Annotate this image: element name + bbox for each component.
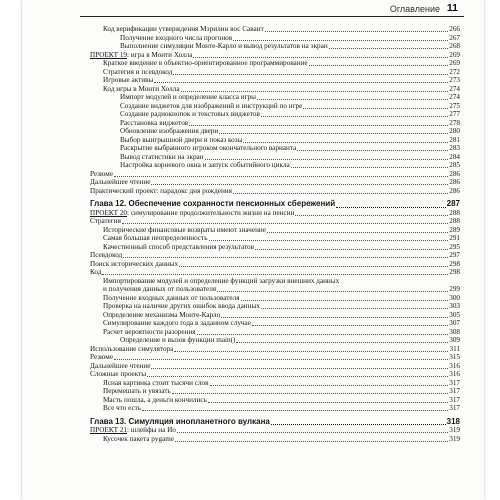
toc-entry-title xyxy=(90,426,176,435)
toc-entry xyxy=(90,268,460,277)
toc-leader-dots xyxy=(233,193,448,194)
toc-project-label: ПРОЕКТ 19 xyxy=(90,50,128,59)
toc-entry-title xyxy=(103,328,196,337)
toc-entry-text: и получения данных от пользователя xyxy=(103,285,217,293)
toc-page-number: 298 xyxy=(449,268,460,276)
toc-entry xyxy=(90,294,460,303)
toc-entry-text: Глава 13. Симуляция инопланетного вулкана xyxy=(90,416,270,426)
toc-entry-title xyxy=(103,226,266,235)
toc-chapter-entry xyxy=(90,418,460,427)
toc-entry xyxy=(90,110,460,119)
toc-entry-text: Все что есть xyxy=(103,404,142,412)
toc-leader-dots xyxy=(271,424,446,425)
toc-page-number: 286 xyxy=(449,178,460,186)
toc-entry-text: Получение входных данных от пользователя xyxy=(103,293,240,302)
toc-entry-title xyxy=(90,345,173,354)
toc-page-number: 288 xyxy=(449,217,460,225)
toc-page-number: 295 xyxy=(449,242,460,251)
toc-leader-dots xyxy=(175,441,448,442)
toc-leader-dots xyxy=(255,249,448,250)
toc-page-number: 286 xyxy=(449,169,460,178)
toc-page-number: 269 xyxy=(449,50,460,59)
toc-entry-text: Проверка на наличие других ошибок ввода данных xyxy=(103,302,260,310)
toc-entry-text: Самая большая неопределенность xyxy=(103,234,208,242)
toc-page-number: 277 xyxy=(449,110,460,118)
toc-entry-text: Дальнейшее чтение xyxy=(90,178,151,186)
toc-entry-title xyxy=(90,209,294,218)
toc-entry-title xyxy=(120,136,242,145)
toc-entry xyxy=(90,379,460,388)
toc-leader-dots xyxy=(172,393,448,394)
toc-leader-dots xyxy=(291,167,448,168)
toc-page-number: 319 xyxy=(449,434,460,443)
toc-entry-text: Стратегия xyxy=(90,217,121,225)
toc-entry xyxy=(90,387,460,396)
page-header xyxy=(22,0,484,22)
toc-entry-title xyxy=(103,435,174,444)
toc-entry-title xyxy=(90,217,121,226)
running-header-title: Оглавление xyxy=(389,4,440,14)
toc-entry xyxy=(90,285,460,294)
toc-page-number: 318 xyxy=(446,416,460,426)
toc-page-number: 274 xyxy=(449,84,460,93)
toc-entry xyxy=(90,93,460,102)
toc-page-number: 316 xyxy=(449,370,460,378)
toc-leader-dots xyxy=(261,308,448,309)
toc-entry xyxy=(90,328,460,337)
toc-page-number: 266 xyxy=(449,25,460,33)
toc-page-number: 317 xyxy=(449,395,460,404)
toc-entry-text: Игровые активы xyxy=(103,76,154,84)
toc-entry-text: Симулирование каждого года в заданном случае xyxy=(103,319,251,327)
toc-entry-title xyxy=(90,370,146,379)
toc-page-number: 280 xyxy=(449,127,460,135)
toc-entry-title xyxy=(90,170,113,179)
toc-entry xyxy=(90,251,460,260)
toc-leader-dots xyxy=(179,266,448,267)
toc-entry-text: : шлейфы на Ио xyxy=(127,426,176,434)
toc-entry-title xyxy=(120,161,290,170)
toc-entry xyxy=(90,42,460,51)
toc-leader-dots xyxy=(257,99,448,100)
toc-entry-title xyxy=(90,353,113,362)
toc-entry-title xyxy=(120,127,218,136)
toc-entry xyxy=(90,68,460,77)
toc-leader-dots xyxy=(329,48,449,49)
toc-entry xyxy=(90,127,460,136)
toc-leader-dots xyxy=(267,232,448,233)
toc-leader-dots xyxy=(114,359,448,360)
toc-entry-title xyxy=(120,119,188,128)
toc-entry-text: Код xyxy=(90,268,102,276)
toc-entry-title xyxy=(90,251,122,260)
toc-leader-dots xyxy=(265,31,449,32)
toc-entry-text: Резюме xyxy=(90,169,114,178)
toc-entry-title xyxy=(103,85,180,94)
toc-entry xyxy=(90,435,460,444)
toc-page-number: 303 xyxy=(449,302,460,310)
toc-leader-dots xyxy=(252,325,448,326)
toc-page-number: 285 xyxy=(449,161,460,169)
toc-entry xyxy=(90,119,460,128)
toc-entry-title xyxy=(103,302,260,311)
toc-page-number: 268 xyxy=(449,42,460,50)
toc-entry-title xyxy=(103,277,339,286)
toc-entry-text: Вывод статистики на экран xyxy=(120,152,204,161)
toc-entry-text: Резюме xyxy=(90,353,114,361)
toc-entry xyxy=(90,102,460,111)
toc-page-number: 267 xyxy=(449,33,460,42)
toc-entry-title xyxy=(103,396,207,405)
toc-leader-dots xyxy=(233,40,448,41)
toc-entry-text: Исторические финансовые возвраты имеют значение xyxy=(103,225,266,234)
toc-entry xyxy=(90,217,460,226)
toc-page-number: 309 xyxy=(449,336,460,344)
toc-entry xyxy=(90,311,460,320)
toc-leader-dots xyxy=(173,74,448,75)
toc-leader-dots xyxy=(142,410,448,411)
toc-entry-title xyxy=(103,59,308,68)
toc-entry-title xyxy=(120,102,302,111)
toc-page-number: 287 xyxy=(446,199,460,208)
toc-leader-dots xyxy=(181,91,449,92)
toc-entry xyxy=(90,319,460,328)
toc-entry xyxy=(90,76,460,85)
toc-page-number: 315 xyxy=(449,353,460,361)
toc-entry xyxy=(90,209,460,218)
toc-entry-text: Практический проект: парадокс дня рождения xyxy=(90,186,232,195)
toc-entry-text: Масть пошла, а деньги кончились xyxy=(103,395,207,404)
toc-project-label: ПРОЕКТ 20 xyxy=(90,208,128,217)
toc-entry-text: Раскрытие выбранного игроком окончательного варианта xyxy=(120,144,297,152)
toc-entry-text: Перемешать и увязать xyxy=(103,387,171,395)
toc-page-number: 272 xyxy=(449,67,460,76)
toc-entry-text: Выбор выигрышной двери и показ козы xyxy=(120,135,243,144)
toc-page-number: 273 xyxy=(449,76,460,84)
toc-entry xyxy=(90,170,460,179)
header-rule xyxy=(80,16,464,17)
toc-leader-dots xyxy=(303,108,448,109)
toc-entry xyxy=(90,25,460,34)
toc-leader-dots xyxy=(336,207,446,208)
toc-leader-dots xyxy=(295,215,448,216)
toc-page-number: 286 xyxy=(449,186,460,195)
toc-page-number: 319 xyxy=(449,426,460,434)
toc-leader-dots xyxy=(210,385,449,386)
toc-entry-text: Кусочек пакета pygame xyxy=(103,434,175,443)
toc-entry-text: : симулирование продолжительности жизни на пенсии xyxy=(127,208,295,217)
toc-leader-dots xyxy=(243,142,448,143)
toc-entry-text: Обновление изображения двери xyxy=(120,127,219,135)
toc-page-number: 317 xyxy=(449,387,460,395)
toc-leader-dots xyxy=(208,402,448,403)
toc-page-number: 317 xyxy=(449,378,460,387)
toc-entry-title xyxy=(103,243,254,252)
toc-leader-dots xyxy=(114,176,448,177)
toc-page-number: 281 xyxy=(449,135,460,144)
toc-leader-dots xyxy=(221,317,448,318)
toc-entry xyxy=(90,34,460,43)
toc-entry-title xyxy=(103,387,171,396)
toc-leader-dots xyxy=(147,376,448,377)
toc-entry xyxy=(90,59,460,68)
toc-page-number: 299 xyxy=(449,285,460,293)
toc-entry-text: : игра в Монти Холла xyxy=(127,50,193,59)
table-of-contents xyxy=(90,25,460,443)
toc-entry-text: Стратегия и псевдокод xyxy=(103,67,173,76)
toc-leader-dots xyxy=(123,257,448,258)
toc-entry xyxy=(90,260,460,269)
toc-leader-dots xyxy=(102,274,448,275)
toc-entry-title xyxy=(90,178,150,187)
toc-entry xyxy=(90,234,460,243)
toc-leader-dots xyxy=(151,184,448,185)
toc-entry-title xyxy=(103,285,216,294)
toc-leader-dots xyxy=(297,150,448,151)
toc-entry-text: Импорт модулей и определение класса игры xyxy=(120,93,256,101)
toc-entry xyxy=(90,243,460,252)
toc-entry-text: Псевдокод xyxy=(90,251,123,259)
toc-entry-text: Расстановка виджетов xyxy=(120,118,189,127)
toc-entry-title xyxy=(90,268,101,277)
toc-page-number: 300 xyxy=(449,293,460,302)
toc-entry-text: Краткое введение в объектно-ориентированное программирование xyxy=(103,59,308,67)
toc-entry-title xyxy=(120,93,256,102)
toc-leader-dots xyxy=(219,133,448,134)
toc-page-number: 311 xyxy=(449,344,460,353)
toc-page-number: 284 xyxy=(449,152,460,161)
toc-entry xyxy=(90,345,460,354)
toc-entry-text: Дальнейшее чтение xyxy=(90,361,151,370)
toc-entry-text: Глава 12. Обеспечение сохранности пенсионных сбережений xyxy=(90,199,336,208)
toc-leader-dots xyxy=(197,334,449,335)
toc-entry xyxy=(90,353,460,362)
page-number: 11 xyxy=(446,2,458,14)
book-page xyxy=(22,0,484,500)
toc-entry-title xyxy=(90,418,270,427)
toc-page-number: 283 xyxy=(449,144,460,152)
toc-entry xyxy=(90,404,460,413)
toc-entry xyxy=(90,85,460,94)
toc-page-number: 305 xyxy=(449,310,460,319)
toc-entry xyxy=(90,336,460,345)
toc-page-number: 297 xyxy=(449,251,460,259)
toc-entry-text: Получение входного числа прогонов xyxy=(120,33,233,42)
toc-entry-title xyxy=(120,144,296,153)
toc-entry-title xyxy=(120,42,328,51)
toc-entry-title xyxy=(103,311,220,320)
toc-entry-text: Сложные проекты xyxy=(90,370,147,378)
toc-entry-title xyxy=(120,336,235,345)
toc-entry-title xyxy=(103,319,251,328)
toc-entry-title xyxy=(120,34,232,43)
toc-leader-dots xyxy=(177,432,448,433)
toc-entry-text: Расчет вероятности разорения xyxy=(103,327,196,336)
toc-entry xyxy=(90,396,460,405)
toc-entry-title xyxy=(103,404,141,413)
toc-entry-text: Настройка корневого окна и запуск событийного цикла xyxy=(120,161,290,169)
toc-page-number: 275 xyxy=(449,101,460,110)
toc-entry-title xyxy=(103,379,209,388)
toc-entry-title xyxy=(90,187,232,196)
toc-page-number: 298 xyxy=(449,259,460,268)
toc-entry-title xyxy=(120,153,204,162)
toc-page-number: 316 xyxy=(449,361,460,370)
toc-entry-title xyxy=(103,68,172,77)
toc-entry-text: Ясная картинка стоит тысячи слов xyxy=(103,378,209,387)
toc-entry-title xyxy=(103,294,240,303)
toc-entry-text: Создание виджетов для изображений и инструкций по игре xyxy=(120,101,303,110)
toc-leader-dots xyxy=(189,125,448,126)
toc-page-number: 289 xyxy=(449,225,460,234)
toc-entry-text: Выполнение симуляции Монте-Карло и вывод результатов на экран xyxy=(120,42,328,50)
toc-leader-dots xyxy=(309,65,449,66)
toc-page-number: 288 xyxy=(449,208,460,217)
toc-entry-text: Определение и вызов функции main() xyxy=(120,336,236,344)
toc-entry xyxy=(90,370,460,379)
toc-leader-dots xyxy=(154,82,448,83)
toc-entry-text: Качественный способ представления результатов xyxy=(103,242,255,251)
toc-entry-title xyxy=(120,110,260,119)
toc-entry-title xyxy=(103,76,153,85)
toc-entry xyxy=(90,226,460,235)
toc-leader-dots xyxy=(151,368,448,369)
toc-page-number: 317 xyxy=(449,404,460,412)
toc-chapter-entry xyxy=(90,200,460,209)
toc-entry xyxy=(90,178,460,187)
toc-page-number: 307 xyxy=(449,319,460,327)
toc-entry-text: Код верификации утверждения Мэрилин вос Савант xyxy=(103,25,264,33)
toc-entry xyxy=(90,187,460,196)
toc-leader-dots xyxy=(241,300,449,301)
toc-leader-dots xyxy=(174,351,448,352)
toc-leader-dots xyxy=(205,159,449,160)
toc-entry xyxy=(90,362,460,371)
toc-entry-text: Определение механизма Монте-Карло xyxy=(103,310,221,319)
toc-entry xyxy=(90,277,460,286)
toc-page-number: 274 xyxy=(449,93,460,101)
toc-entry-text: Создание радиокнопок и текстовых виджетов xyxy=(120,110,260,118)
toc-page-number: 269 xyxy=(449,59,460,67)
toc-leader-dots xyxy=(122,223,448,224)
toc-entry-title xyxy=(90,200,335,209)
toc-page-number: 291 xyxy=(449,234,460,242)
toc-entry xyxy=(90,51,460,60)
toc-entry-title xyxy=(90,362,150,371)
toc-leader-dots xyxy=(217,291,448,292)
toc-leader-dots xyxy=(261,116,448,117)
toc-leader-dots xyxy=(193,57,448,58)
toc-entry-title xyxy=(90,51,192,60)
toc-entry-text: Код игры в Монти Холла xyxy=(103,84,180,93)
toc-entry xyxy=(90,161,460,170)
toc-entry-text: Импортирование модулей и определение функций загрузки внешних данных xyxy=(103,276,340,285)
toc-entry xyxy=(90,302,460,311)
toc-entry-text: Поиск исторических данных xyxy=(90,259,179,268)
toc-entry xyxy=(90,144,460,153)
toc-page-number: 308 xyxy=(449,327,460,336)
toc-page-number: 278 xyxy=(449,118,460,127)
toc-entry-text: Использование симулятора xyxy=(90,344,174,353)
toc-leader-dots xyxy=(236,342,448,343)
toc-entry-title xyxy=(90,260,178,269)
toc-entry xyxy=(90,136,460,145)
toc-entry xyxy=(90,153,460,162)
toc-entry-title xyxy=(103,234,208,243)
toc-leader-dots xyxy=(209,240,449,241)
toc-project-label: ПРОЕКТ 21 xyxy=(90,426,128,434)
toc-entry-title xyxy=(103,25,264,34)
toc-entry xyxy=(90,426,460,435)
